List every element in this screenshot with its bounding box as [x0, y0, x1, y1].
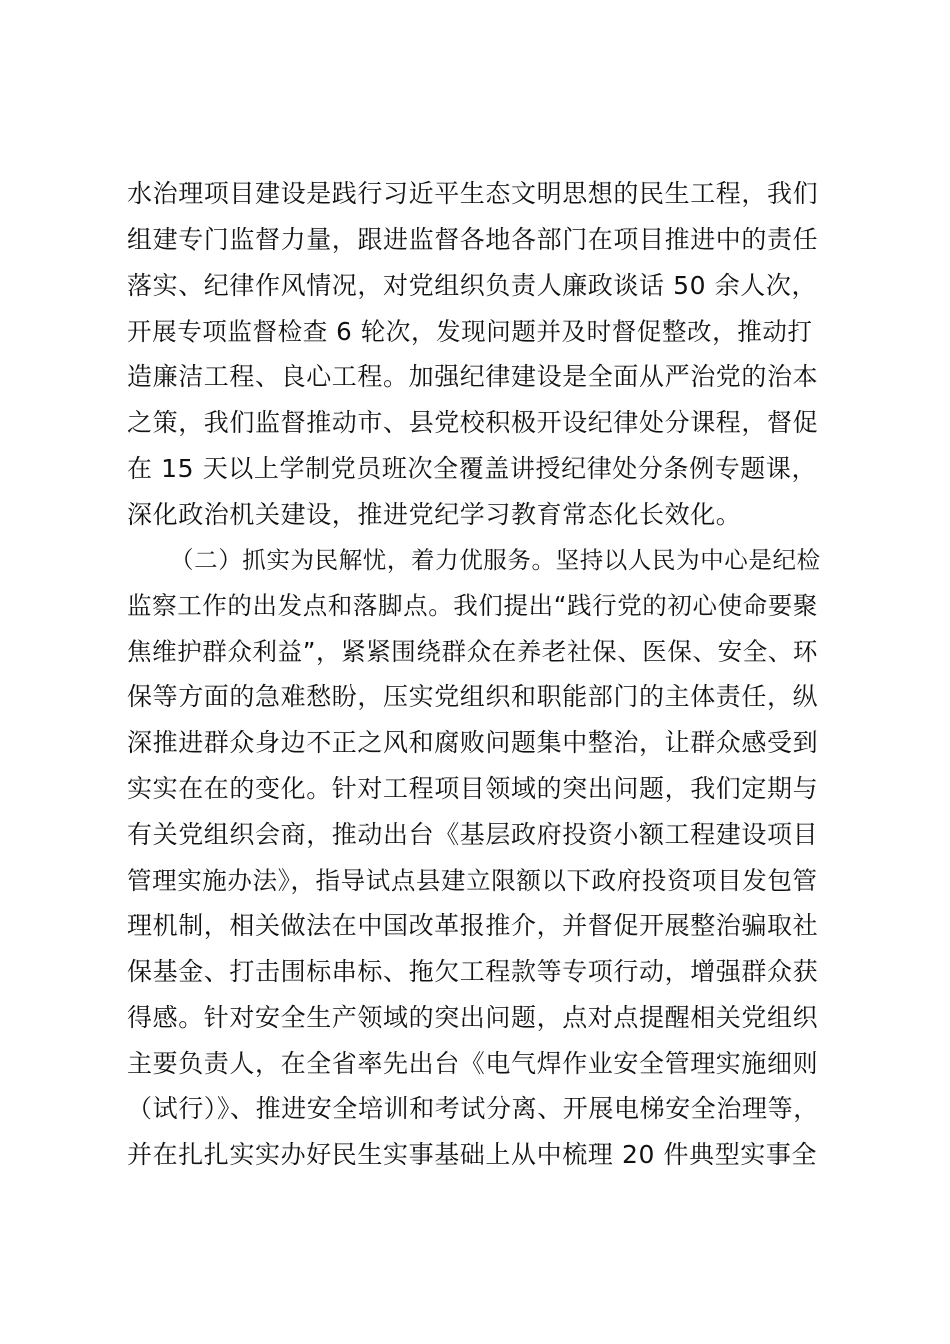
text-line: 之策，我们监督推动市、县党校积极开设纪律处分课程，督促	[127, 408, 819, 437]
text-line: 管理实施办法》，指导试点县建立限额以下政府投资项目发包管	[127, 866, 818, 895]
text-line: 实实在在的变化。针对工程项目领域的突出问题，我们定期与	[127, 774, 819, 803]
text-line: 组建专门监督力量，跟进监督各地各部门在项目推进中的责任	[127, 225, 819, 254]
text-line: 水治理项目建设是践行习近平生态文明思想的民生工程，我们	[127, 179, 819, 208]
text-line: 监察工作的出发点和落脚点。我们提出“践行党的初心使命要聚	[127, 591, 818, 620]
text-line: 深推进群众身边不正之风和腐败问题集中整治，让群众感受到	[127, 728, 819, 757]
text-line: （试行）》、推进安全培训和考试分离、开展电梯安全治理等，	[127, 1094, 819, 1123]
text-line: 在 15 天以上学制党员班次全覆盖讲授纪律处分条例专题课，	[127, 454, 818, 483]
text-line: 理机制，相关做法在中国改革报推介，并督促开展整治骗取社	[127, 911, 819, 940]
text-line: 有关党组织会商，推动出台《基层政府投资小额工程建设项目	[127, 820, 819, 849]
text-line: 落实、纪律作风情况，对党组织负责人廉政谈话 50 余人次，	[127, 271, 818, 300]
text-line: 得感。针对安全生产领域的突出问题，点对点提醒相关党组织	[127, 1003, 819, 1032]
text-line: 并在扎扎实实办好民生实事基础上从中梳理 20 件典型实事全	[127, 1140, 818, 1169]
text-line: 保等方面的急难愁盼，压实党组织和职能部门的主体责任，纵	[127, 682, 819, 711]
text-line: 保基金、打击围标串标、拖欠工程款等专项行动，增强群众获	[127, 957, 819, 986]
text-line: 造廉洁工程、良心工程。加强纪律建设是全面从严治党的治本	[127, 362, 819, 391]
text-line: 深化政治机关建设，推进党纪学习教育常态化长效化。	[127, 500, 742, 529]
text-line: 开展专项监督检查 6 轮次，发现问题并及时督促整改，推动打	[127, 317, 813, 346]
section-heading-line: （二）抓实为民解忧，着力优服务。坚持以人民为中心是纪检	[170, 546, 821, 574]
text-line: 焦维护群众利益”，紧紧围绕群众在养老社保、医保、安全、环	[127, 637, 818, 666]
text-line: 主要负责人，在全省率先出台《电气焊作业安全管理实施细则	[127, 1049, 819, 1078]
